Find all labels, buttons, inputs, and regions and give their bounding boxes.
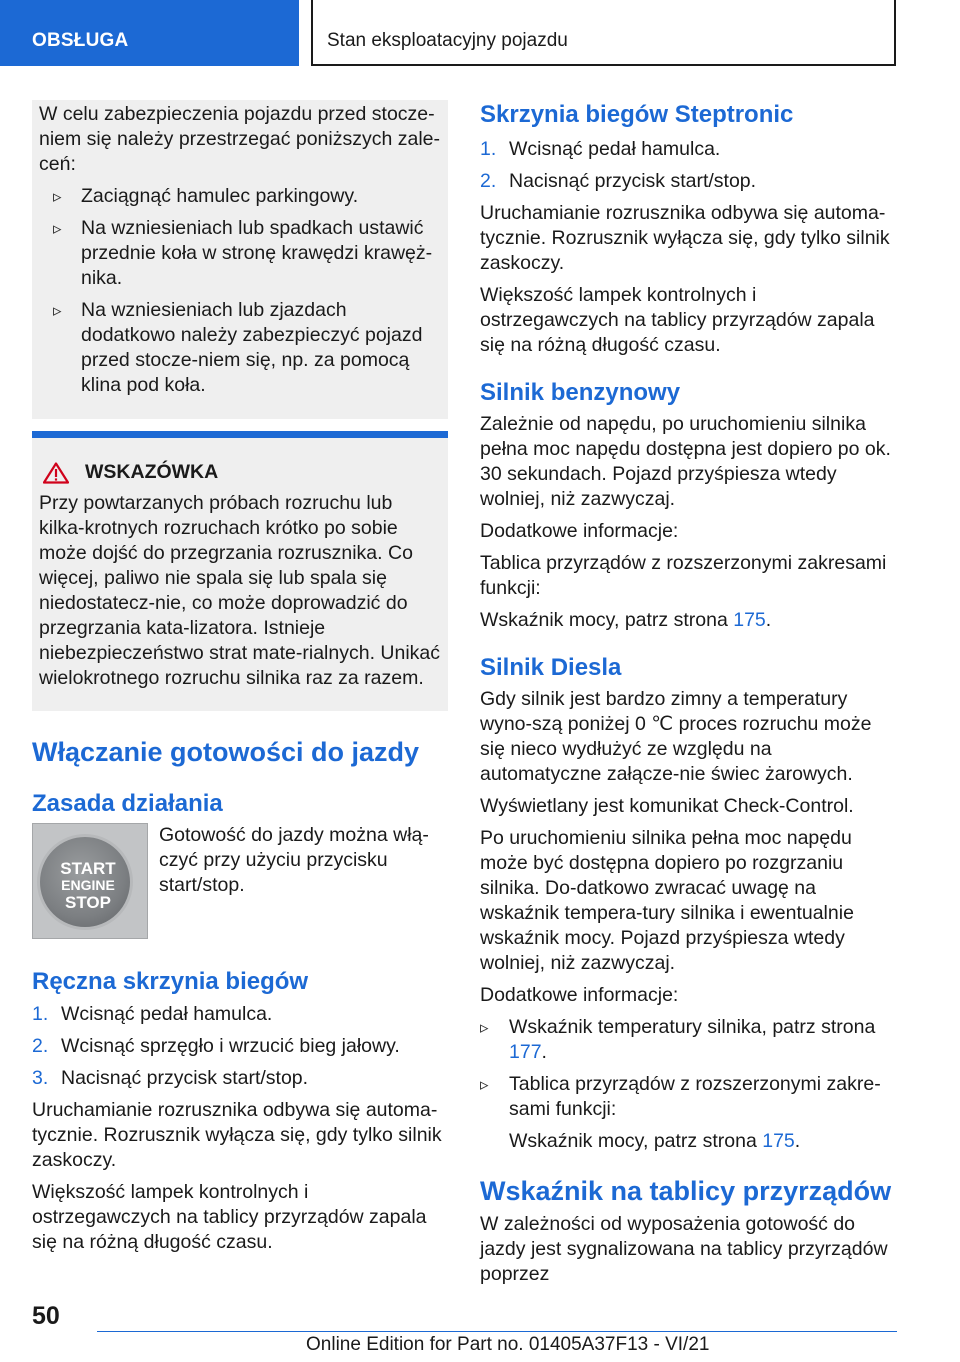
diesel-paragraph-power: Po uruchomieniu silnika pełna moc napędu może być dostępna dopiero po rozgrzaniu silnika. Do-datkowo zwracać uwagę na wskaźnik tempera-tury silnika i ewentualnie wskaźnik mocy. Pojazd przyśpiesza wtedy wolniej, niż zazwyczaj. <box>480 827 854 974</box>
heading-drive-ready: Włączanie gotowości do jazdy <box>32 737 420 767</box>
petrol-more-info: Dodatkowe informacje: <box>480 520 679 542</box>
steptronic-paragraph-starter: Uruchamianie rozrusznika odbywa się automa-tycznie. Rozrusznik wyłącza się, gdy tylko silnik zaskoczy. <box>480 202 890 274</box>
footer-edition: Online Edition for Part no. 01405A37F13 - VI/21 <box>306 1334 710 1355</box>
petrol-power-ref: Wskaźnik mocy, patrz strona 175. <box>480 609 772 631</box>
petrol-table-text: Tablica przyrządów z rozszerzonymi zakresami funkcji: <box>480 552 887 599</box>
warning-title: WSKAZÓWKA <box>85 461 219 483</box>
petrol-paragraph: Zależnie od napędu, po uruchomieniu silnika pełna moc napędu dostępna jest dopiero po ok. 30 sekundach. Pojazd przyśpiesza wtedy wolniej, niż zazwyczaj. <box>480 413 891 510</box>
securing-item: ▹ Zaciągnąć hamulec parkingowy. <box>39 184 440 209</box>
footer-divider <box>97 1331 897 1332</box>
steptronic-paragraph-lamps: Większość lampek kontrolnych i ostrzegawczych na tablicy przyrządów zapala się na różną długość czasu. <box>480 284 875 356</box>
heading-principle: Zasada działania <box>32 790 223 817</box>
heading-instrument-indicator: Wskaźnik na tablicy przyrządów <box>480 1176 892 1206</box>
header-title-box <box>311 0 896 66</box>
heading-manual-gearbox: Ręczna skrzynia biegów <box>32 968 309 995</box>
securing-box <box>32 100 448 419</box>
page-number: 50 <box>32 1302 60 1330</box>
diesel-info-item: ▹ Tablica przyrządów z rozszerzonymi zakre-sami funkcji: <box>480 1072 896 1122</box>
manual-step: 3. Nacisnąć przycisk start/stop. <box>32 1067 309 1089</box>
steptronic-step: 2. Nacisnąć przycisk start/stop. <box>480 170 757 192</box>
button-label-start: START <box>60 858 116 878</box>
diesel-power-ref: Wskaźnik mocy, patrz strona 175. <box>509 1130 801 1152</box>
warning-triangle-icon <box>43 462 69 484</box>
manual-paragraph-starter: Uruchamianie rozrusznika odbywa się automa-tycznie. Rozrusznik wyłącza się, gdy tylko silnik zaskoczy. <box>32 1099 442 1171</box>
steptronic-step: 1. Wcisnąć pedał hamulca. <box>480 138 721 160</box>
header-title: Stan eksploatacyjny pojazdu <box>327 30 568 51</box>
securing-item: ▹ Na wzniesieniach lub spadkach ustawić przednie koła w stronę krawędzi krawęż-nika. <box>39 216 440 291</box>
heading-steptronic: Skrzynia biegów Steptronic <box>480 101 794 128</box>
page-link-175[interactable]: 175 <box>733 609 766 631</box>
header-section-label: OBSŁUGA <box>32 30 129 51</box>
warning-heading <box>39 460 440 485</box>
warning-text: Przy powtarzanych próbach rozruchu lub kilka-krotnych rozruchach krótko po sobie może dojść do przegrzania rozrusznika. Co więcej, paliwo nie spala się lub spala się niedostatecz-nie, co może doprowadzić do przegrzania kata-lizatora. Istnieje niebezpieczeństwo strat mate-rialnych. Unikać wielokrotnego rozruchu silnika raz za razem. <box>39 492 441 689</box>
indicator-paragraph: W zależności od wyposażenia gotowość do jazdy jest sygnalizowana na tablicy przyrządów poprzez <box>480 1213 888 1285</box>
manual-step: 2. Wcisnąć sprzęgło i wrzucić bieg jałowy. <box>32 1035 400 1057</box>
diesel-more-info: Dodatkowe informacje: <box>480 984 679 1006</box>
page-link-177[interactable]: 177 <box>509 1041 542 1063</box>
button-label-stop: STOP <box>65 892 111 912</box>
left-column <box>32 100 448 1262</box>
diesel-paragraph-check-control: Wyświetlany jest komunikat Check-Control. <box>480 795 854 817</box>
header-section-tab <box>0 0 299 66</box>
heading-petrol-engine: Silnik benzynowy <box>480 379 681 406</box>
principle-row <box>32 823 448 939</box>
diesel-info-item: ▹ Wskaźnik temperatury silnika, patrz strona 177. <box>480 1015 896 1065</box>
diesel-paragraph-cold: Gdy silnik jest bardzo zimny a temperatury wyno-szą poniżej 0 ℃ proces rozruchu może się nieco wydłużyć ze względu na automatyczne załącze-nie świec żarowych. <box>480 688 872 785</box>
manual-step: 1. Wcisnąć pedał hamulca. <box>32 1003 273 1025</box>
start-stop-button-image <box>32 823 148 939</box>
warning-box <box>32 431 448 711</box>
securing-intro: W celu zabezpieczenia pojazdu przed stocze-niem się należy przestrzegać poniższych zale-ceń: <box>39 103 441 175</box>
right-column <box>480 100 896 1294</box>
securing-item: ▹ Na wzniesieniach lub zjazdach dodatkowo należy zabezpieczyć pojazd przed stocze-niem się, np. za pomocą klina pod koła. <box>39 298 440 398</box>
button-label-engine: ENGINE <box>61 876 115 893</box>
page-link-175[interactable]: 175 <box>762 1130 795 1152</box>
start-stop-button-icon <box>37 834 133 930</box>
principle-text: Gotowość do jazdy można włą-czyć przy użyciu przycisku start/stop. <box>159 824 429 896</box>
heading-diesel-engine: Silnik Diesla <box>480 654 622 681</box>
manual-paragraph-lamps: Większość lampek kontrolnych i ostrzegawczych na tablicy przyrządów zapala się na różną długość czasu. <box>32 1181 427 1253</box>
